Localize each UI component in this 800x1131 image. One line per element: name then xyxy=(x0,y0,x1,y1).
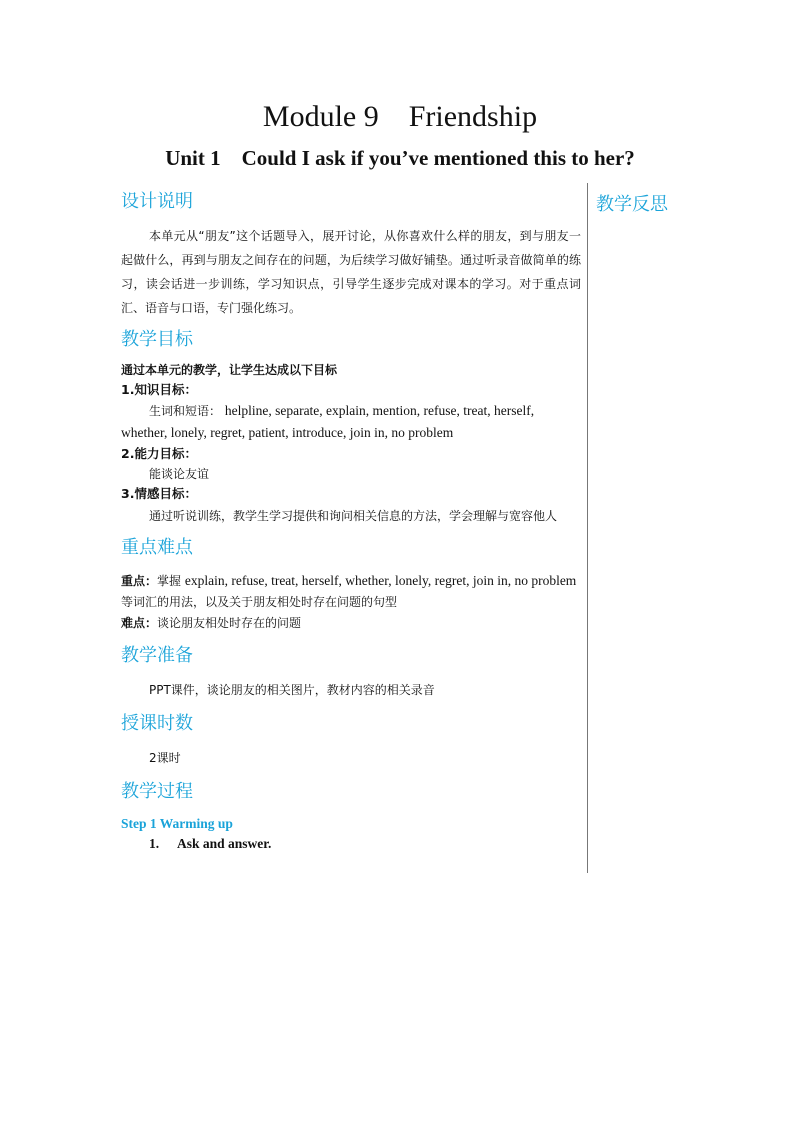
emotion-goal-label: 3.情感目标： xyxy=(121,486,197,501)
preparation-text: PPT课件，谈论朋友的相关图片，教材内容的相关录音 xyxy=(149,683,435,697)
difficult-point-text: 谈论朋友相处时存在的问题 xyxy=(157,616,302,630)
hours-heading: 授课时数 xyxy=(121,713,193,734)
column-divider xyxy=(587,183,588,873)
key-point-label: 重点： xyxy=(121,574,158,588)
emotion-goal-text: 通过听说训练，教学生学习提供和询问相关信息的方法，学会理解与宽容他人 xyxy=(149,509,558,523)
design-text: 本单元从“朋友”这个话题导入，展开讨论，从你喜欢什么样的朋友，到与朋友一起做什么，再到与朋友之间存在的问题，为后续学习做好铺垫。通过听录音做简单的练习，读会话进一步训练，学习知识点，引导学生逐步完成对课本的学习。对于重点词汇、语音与口语，专门强化练习。 xyxy=(121,229,581,315)
goals-intro: 通过本单元的教学，让学生达成以下目标 xyxy=(121,363,338,377)
key-point-line xyxy=(121,570,581,613)
key-points-heading: 重点难点 xyxy=(121,537,193,558)
vocab-list: helpline, separate, explain, mention, refuse, treat, herself, whether, lonely, regret, patient, introduce, join in, no problem xyxy=(121,403,535,440)
list-item-text: Ask and answer. xyxy=(177,836,272,851)
key-point-words: explain, refuse, treat, herself, whether, lonely, regret, join in, no problem xyxy=(184,573,577,588)
list-item-number: 1. xyxy=(149,836,160,851)
main-content xyxy=(121,190,581,854)
hours-text: 2课时 xyxy=(149,751,181,765)
ability-goal-label: 2.能力目标： xyxy=(121,446,197,461)
key-point-prefix: 掌握 xyxy=(157,574,182,588)
knowledge-goal-label: 1.知识目标： xyxy=(121,382,197,397)
vocab-label: 生词和短语： xyxy=(149,404,222,418)
design-heading: 设计说明 xyxy=(121,191,193,212)
preparation-heading: 教学准备 xyxy=(121,645,193,666)
unit-title: Unit 1 Could I ask if you’ve mentioned this to her? xyxy=(165,146,635,170)
vocab-line xyxy=(121,400,581,444)
step-1-title: Step 1 Warming up xyxy=(121,816,233,831)
difficult-point-line xyxy=(121,613,581,634)
process-heading: 教学过程 xyxy=(121,781,193,802)
reflection-heading: 教学反思 xyxy=(596,194,668,215)
module-title: Module 9 Friendship xyxy=(262,100,538,133)
difficult-point-label: 难点： xyxy=(121,616,158,630)
goals-heading: 教学目标 xyxy=(121,329,193,350)
ability-goal-text: 能谈论友谊 xyxy=(149,467,210,481)
key-point-suffix: 等词汇的用法，以及关于朋友相处时存在问题的句型 xyxy=(121,595,398,609)
list-item xyxy=(121,834,581,854)
